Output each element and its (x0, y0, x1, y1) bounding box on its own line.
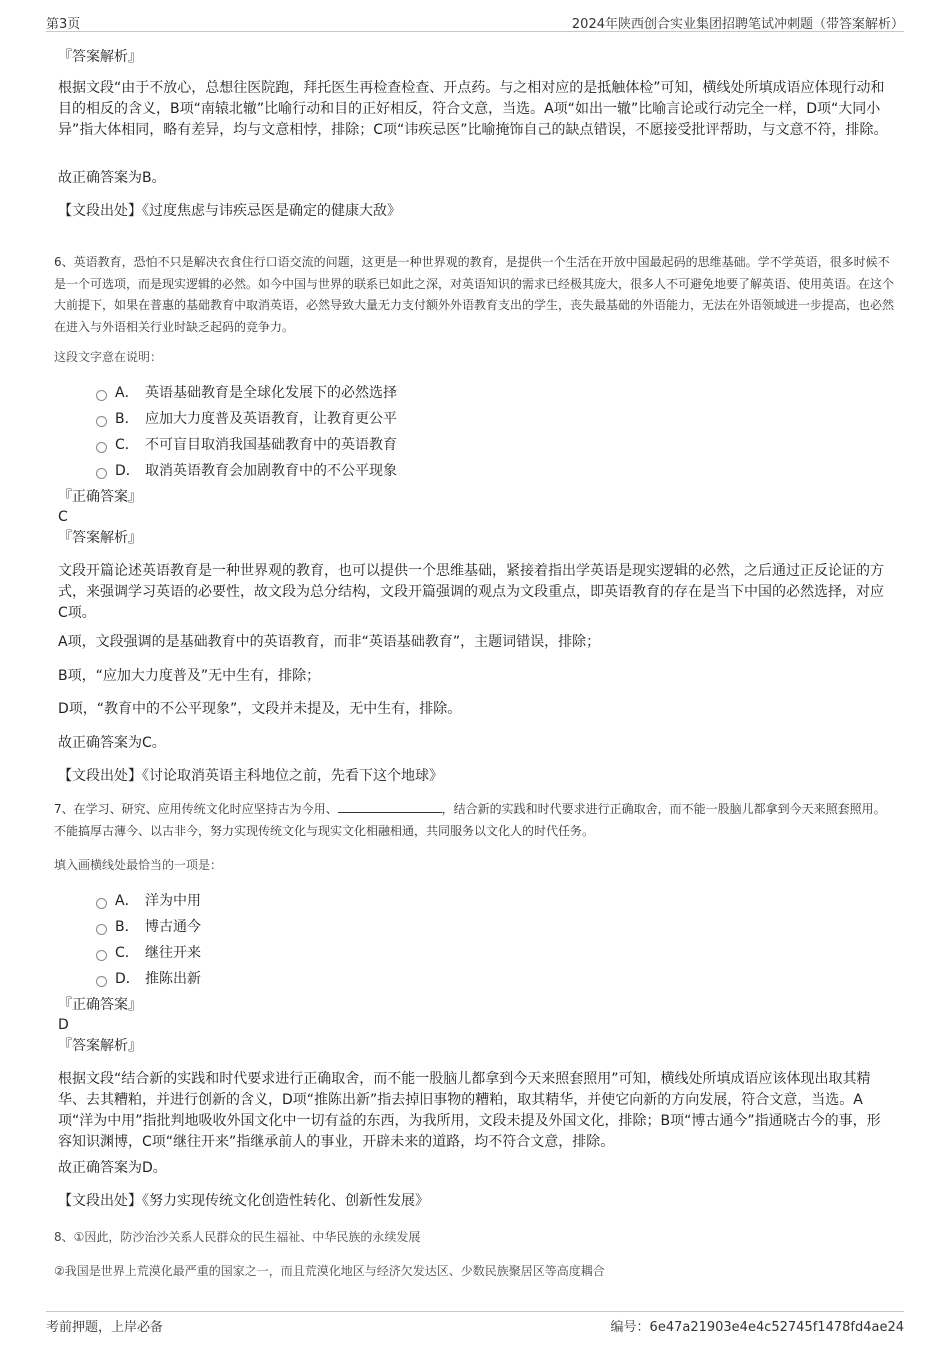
q7-conclusion: 故正确答案为D。 (58, 1160, 167, 1176)
q8-line-2: ②我国是世界上荒漠化最严重的国家之一，而且荒漠化地区与经济欠发达区、少数民族聚居区等高度耦合 (54, 1264, 605, 1278)
q6-option-d[interactable]: D． 取消英语教育会加剧教育中的不公平现象 (96, 460, 397, 482)
page-number: 第3页 (46, 17, 81, 32)
q7-stem: 7、在学习、研究、应用传统文化时应坚持古为今用、 ，结合新的实践和时代要求进行正确取舍，而不能一股脑儿都拿到今天来照套照用。不能搞厚古薄今、以古非今，努力实现传统文化与现实文化相融相通，共同服务以文化人的时代任务。 (54, 802, 886, 838)
radio-icon[interactable] (96, 390, 107, 401)
q5-analysis: 根据文段“由于不放心，总想往医院跑，拜托医生再检查检查、开点药。与之相对应的是抵触体检”可知，横线处所填成语应体现行动和目的相反的含义，B项“南辕北辙”比喻行动和目的正好相反，符合文意，当选。A项“如出一辙”比喻言论或行动完全一样，D项“大同小异”指大体相同，略有差异，均与文意相悖，排除；C项“讳疾忌医”比喻掩饰自己的缺点错误，不愿接受批评帮助，与文意不符，排除。 (58, 80, 888, 138)
q6-note-b: B项，“应加大力度普及”无中生有，排除； (58, 668, 321, 684)
q7-option-c[interactable]: C． 继往开来 (96, 942, 201, 964)
q6-note-d: D项，“教育中的不公平现象”，文段并未提及，无中生有，排除。 (58, 701, 462, 717)
document-title: 2024年陕西创合实业集团招聘笔试冲刺题（带答案解析） (571, 17, 904, 32)
q7-prompt: 填入画横线处最恰当的一项是： (54, 858, 223, 872)
q6-prompt: 这段文字意在说明： (54, 350, 163, 364)
q6-note-a: A项，文段强调的是基础教育中的英语教育，而非“英语基础教育”，主题词错误，排除； (58, 634, 601, 650)
q7-answer: D (58, 1017, 69, 1033)
page-footer (46, 1311, 904, 1336)
q7-answer-label: 『正确答案』 (58, 997, 142, 1013)
q6-option-a[interactable]: A． 英语基础教育是全球化发展下的必然选择 (96, 382, 397, 404)
radio-icon[interactable] (96, 976, 107, 987)
page-header (46, 11, 904, 32)
q6-answer-label: 『正确答案』 (58, 489, 142, 505)
fill-blank (338, 800, 442, 813)
radio-icon[interactable] (96, 950, 107, 961)
q5-conclusion: 故正确答案为B。 (58, 170, 166, 186)
q6-answer: C (58, 509, 68, 525)
q5-source: 【文段出处】《过度焦虑与讳疾忌医是确定的健康大敌》 (58, 203, 401, 219)
q7-source: 【文段出处】《努力实现传统文化创造性转化、创新性发展》 (58, 1193, 429, 1209)
q5-analysis-label: 『答案解析』 (58, 49, 142, 65)
q6-conclusion: 故正确答案为C。 (58, 735, 166, 751)
q7-option-a[interactable]: A． 洋为中用 (96, 890, 201, 912)
footer-slogan: 考前押题，上岸必备 (46, 1320, 164, 1335)
q6-analysis-label: 『答案解析』 (58, 530, 142, 546)
q6-analysis: 文段开篇论述英语教育是一种世界观的教育，也可以提供一个思维基础，紧接着指出学英语是现实逻辑的必然，之后通过正反论证的方式，来强调学习英语的必要性，故文段为总分结构，文段开篇强调的观点为文段重点，即英语教育的存在是当下中国的必然选择，对应C项。 (58, 563, 884, 621)
q6-source: 【文段出处】《讨论取消英语主科地位之前，先看下这个地球》 (58, 768, 443, 784)
q7-option-b[interactable]: B． 博古通今 (96, 916, 201, 938)
q8-line-1: 8、①因此，防沙治沙关系人民群众的民生福祉、中华民族的永续发展 (54, 1230, 421, 1244)
q6-option-b[interactable]: B． 应加大力度普及英语教育，让教育更公平 (96, 408, 397, 430)
q7-option-d[interactable]: D． 推陈出新 (96, 968, 201, 990)
q6-stem: 6、英语教育，恐怕不只是解决衣食住行口语交流的问题，这更是一种世界观的教育，是提供一个生活在开放中国最起码的思维基础。学不学英语，很多时候不是一个可选项，而是现实逻辑的必然。如今中国与世界的联系已如此之深，对英语知识的需求已经极其庞大，很多人不可避免地要了解英语、使用英语。在这个大前提下，如果在普惠的基础教育中取消英语，必然导致大量无力支付额外外语教育支出的学生，丧失最基础的外语能力，无法在外语领域进一步提高，也必然在进入与外语相关行业时缺乏起码的竞争力。 (54, 255, 895, 334)
radio-icon[interactable] (96, 416, 107, 427)
q7-analysis: 根据文段“结合新的实践和时代要求进行正确取舍，而不能一股脑儿都拿到今天来照套照用”可知，横线处所填成语应该体现出取其精华、去其糟粕，并进行创新的含义，D项“推陈出新”指去掉旧事物的糟粕，取其精华，并使它向新的方向发展，符合文意，当选。A项“洋为中用”指批判地吸收外国文化中一切有益的东西，为我所用，文段未提及外国文化，排除；B项“博古通今”指通晓古今的事，形容知识渊博，C项“继往开来”指继承前人的事业，开辟未来的道路，均不符合文意，排除。 (58, 1071, 881, 1150)
radio-icon[interactable] (96, 468, 107, 479)
radio-icon[interactable] (96, 898, 107, 909)
radio-icon[interactable] (96, 924, 107, 935)
footer-code: 编号：6e47a21903e4e4c52745f1478fd4ae24 (610, 1320, 904, 1335)
q7-analysis-label: 『答案解析』 (58, 1038, 142, 1054)
radio-icon[interactable] (96, 442, 107, 453)
q6-option-c[interactable]: C． 不可盲目取消我国基础教育中的英语教育 (96, 434, 397, 456)
